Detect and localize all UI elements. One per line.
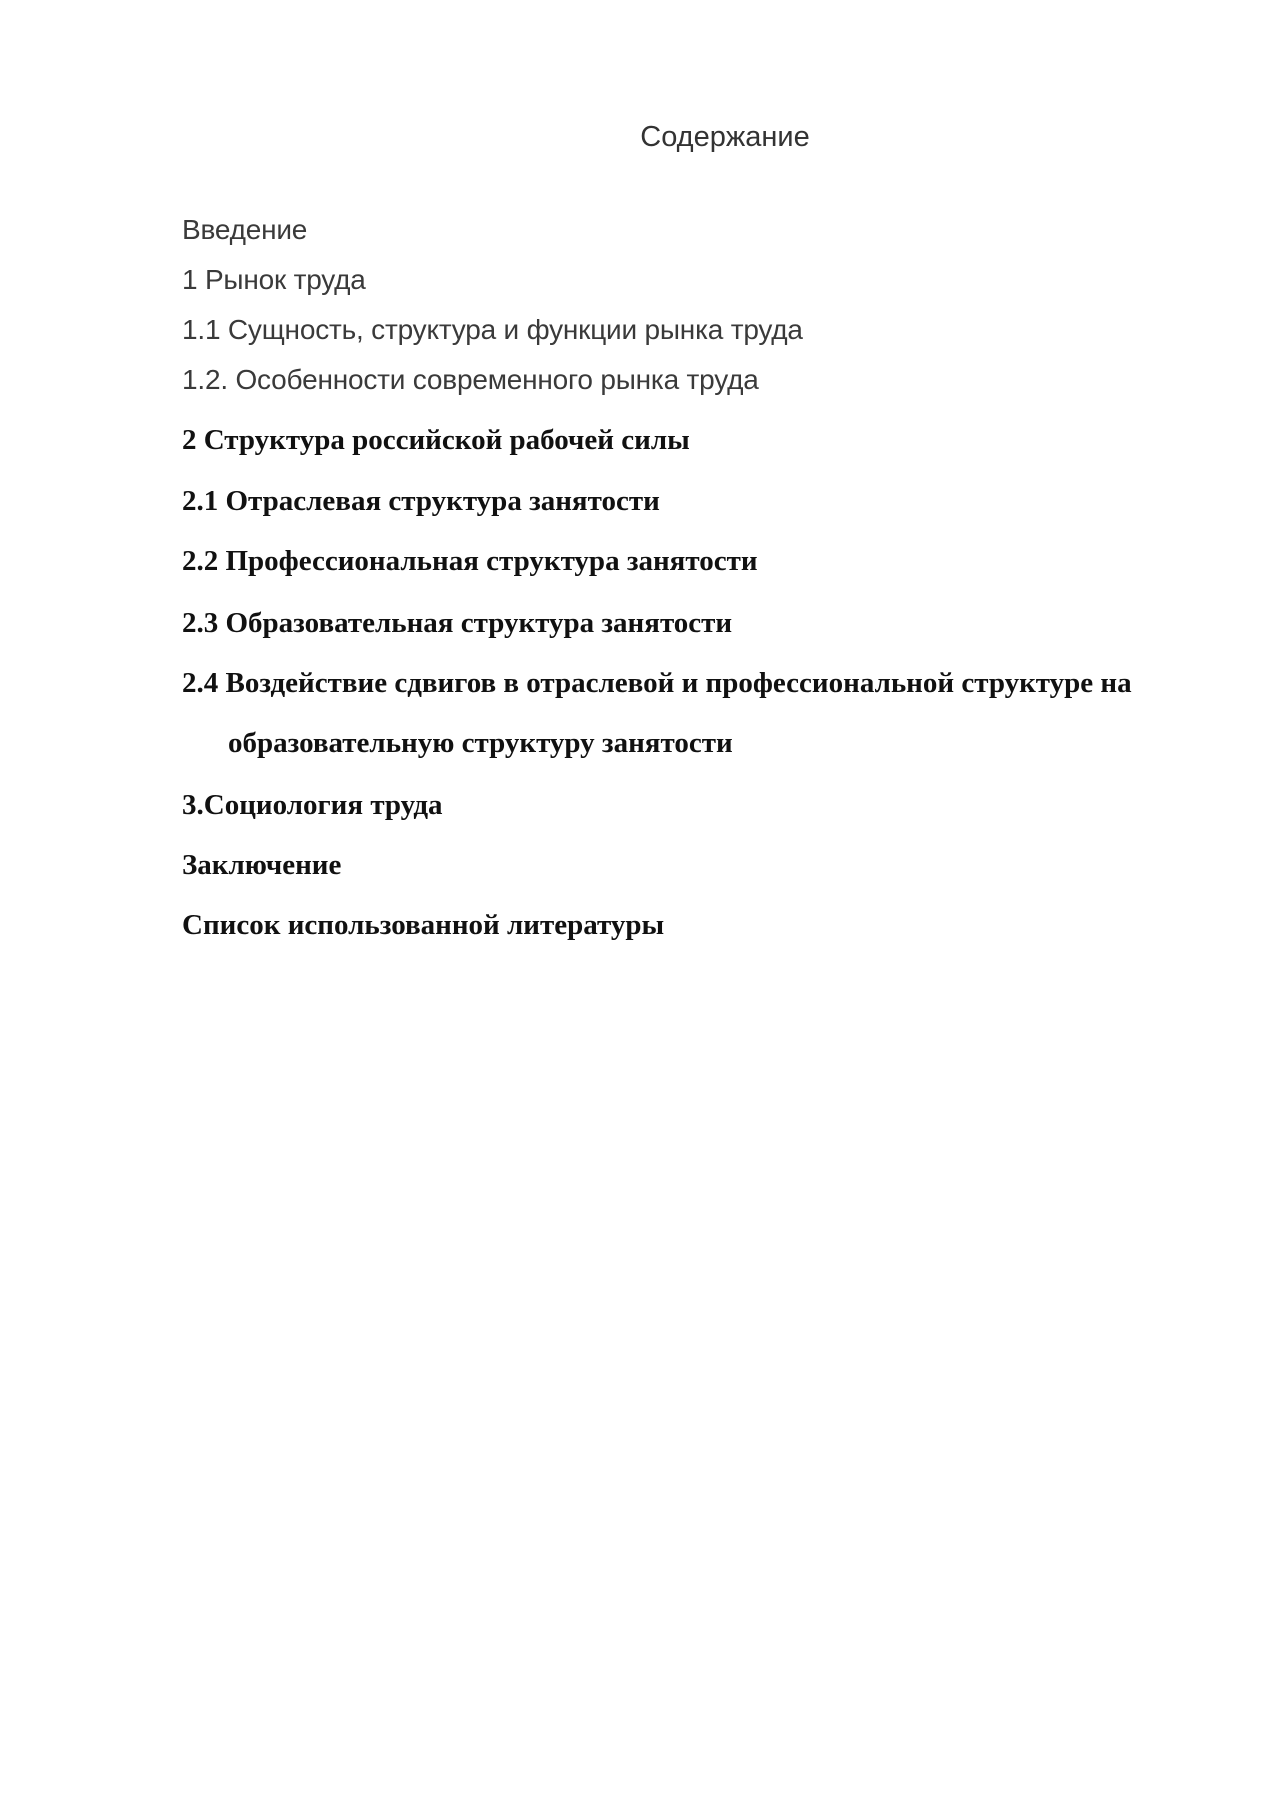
- toc-entry-3: 3.Социология труда: [182, 789, 443, 821]
- toc-entry-bibliography: Список использованной литературы: [182, 909, 665, 941]
- toc-entry-2-2: 2.2 Профессиональная структура занятости: [182, 545, 758, 577]
- toc-entry-2-4-continuation: образовательную структуру занятости: [228, 727, 733, 759]
- toc-entry-1-1: 1.1 Сущность, структура и функции рынка труда: [182, 314, 803, 345]
- page-title: Содержание: [640, 121, 810, 153]
- toc-entry-2: 2 Структура российской рабочей силы: [182, 424, 690, 456]
- toc-entry-2-1: 2.1 Отраслевая структура занятости: [182, 485, 660, 517]
- toc-entry-1: 1 Рынок труда: [182, 264, 366, 295]
- toc-entry-2-3: 2.3 Образовательная структура занятости: [182, 607, 733, 639]
- toc-entry-conclusion: Заключение: [182, 849, 342, 881]
- toc-entry-introduction: Введение: [182, 214, 308, 245]
- toc-entry-2-4: 2.4 Воздействие сдвигов в отраслевой и профессиональной структуре на: [182, 667, 1132, 699]
- toc-entry-1-2: 1.2. Особенности современного рынка труда: [182, 364, 759, 395]
